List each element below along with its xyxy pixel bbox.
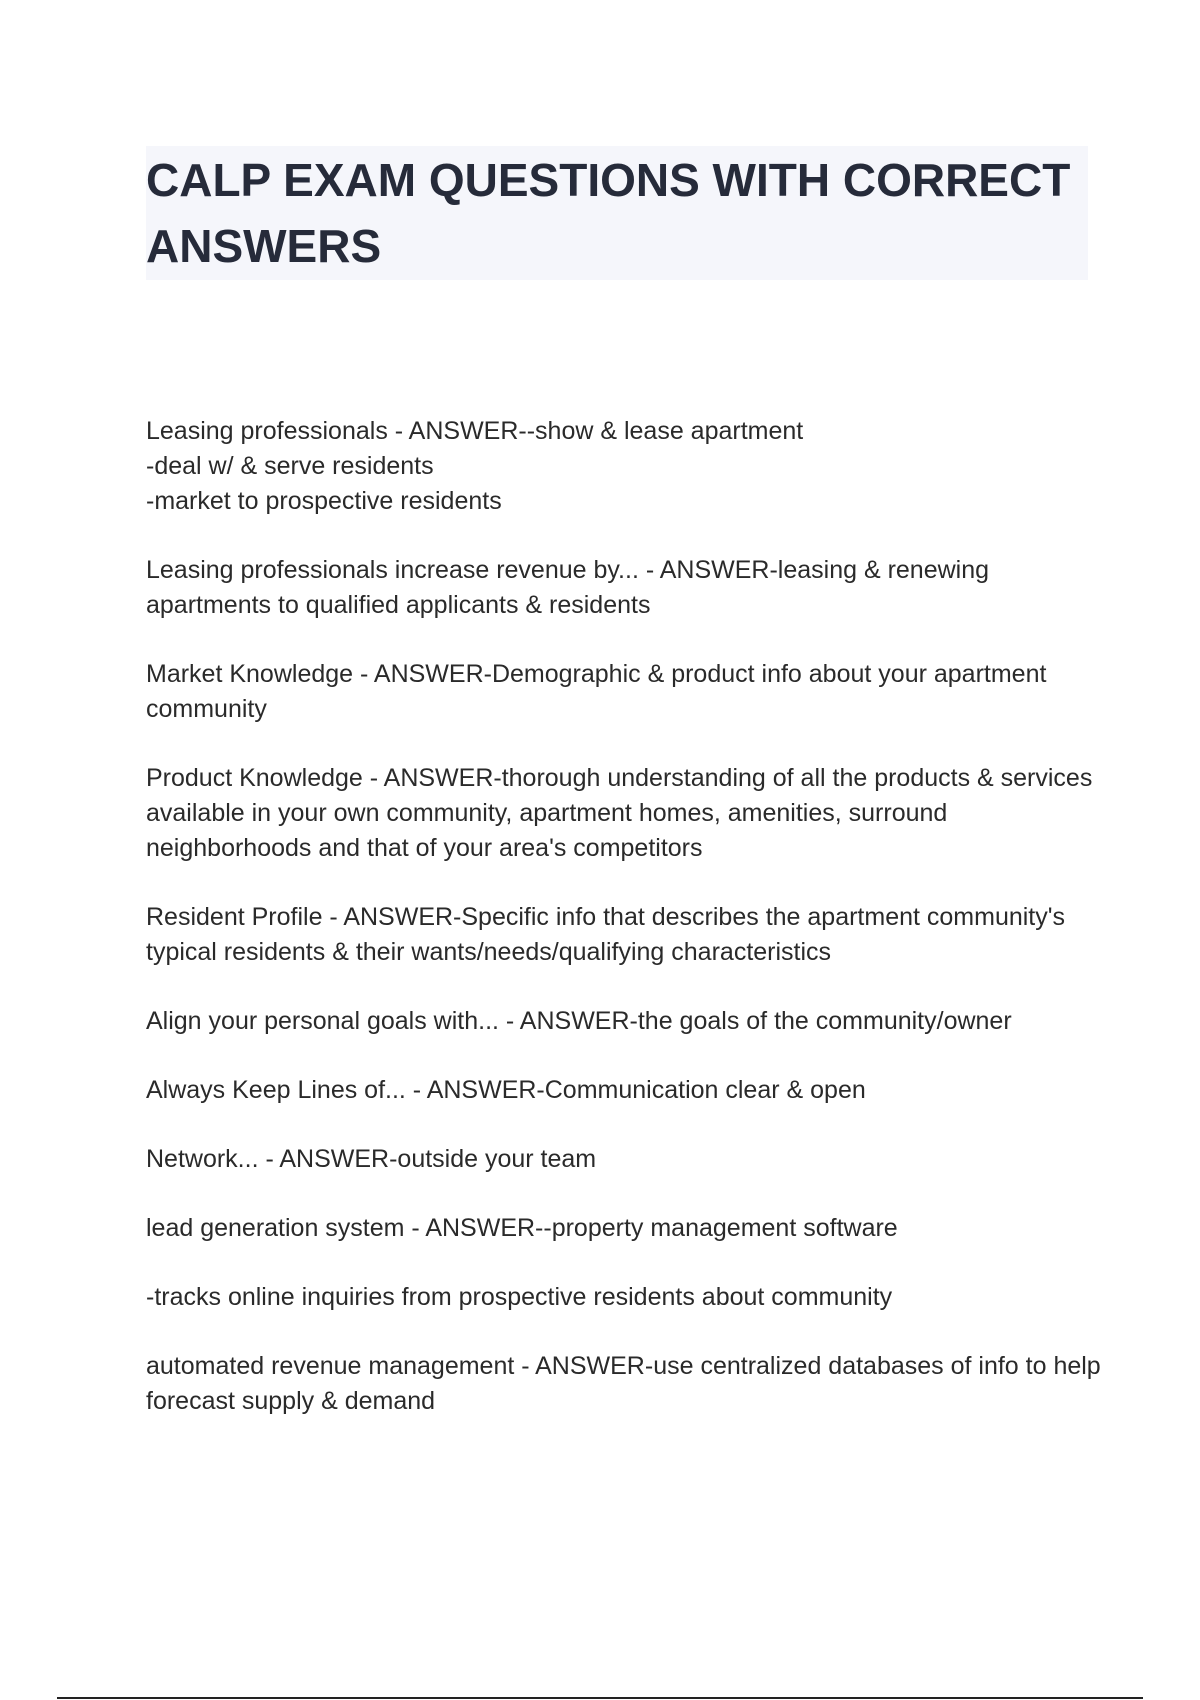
qa-line: -market to prospective residents xyxy=(146,487,502,515)
qa-entry xyxy=(146,657,1106,727)
qa-list xyxy=(146,414,1106,1453)
qa-line: Resident Profile - ANSWER-Specific info that describes the apartment community's typical residents & their wants/needs/qualifying characteristics xyxy=(146,903,1072,966)
qa-entry xyxy=(146,1004,1106,1039)
qa-line: lead generation system - ANSWER--property management software xyxy=(146,1214,898,1242)
qa-entry xyxy=(146,1073,1106,1108)
qa-entry xyxy=(146,1142,1106,1177)
qa-line: Leasing professionals - ANSWER--show & lease apartment xyxy=(146,417,804,445)
qa-line: Market Knowledge - ANSWER-Demographic & product info about your apartment community xyxy=(146,660,1054,723)
qa-entry xyxy=(146,1349,1106,1419)
qa-entry xyxy=(146,414,1106,519)
qa-line: -deal w/ & serve residents xyxy=(146,452,434,480)
footer-rule xyxy=(57,1697,1143,1699)
qa-line: Align your personal goals with... - ANSWER-the goals of the community/owner xyxy=(146,1007,1012,1035)
qa-entry xyxy=(146,1280,1106,1315)
title-block xyxy=(146,146,1088,280)
qa-entry xyxy=(146,761,1106,866)
qa-line: Always Keep Lines of... - ANSWER-Communication clear & open xyxy=(146,1076,866,1104)
qa-entry xyxy=(146,553,1106,623)
qa-line: Network... - ANSWER-outside your team xyxy=(146,1145,597,1173)
qa-line: -tracks online inquiries from prospective residents about community xyxy=(146,1283,893,1311)
qa-entry xyxy=(146,1211,1106,1246)
qa-line: Leasing professionals increase revenue by... - ANSWER-leasing & renewing apartments to qualified applicants & residents xyxy=(146,556,996,619)
document-title: CALP EXAM QUESTIONS WITH CORRECT ANSWERS xyxy=(146,154,1071,272)
qa-line: automated revenue management - ANSWER-use centralized databases of info to help forecast supply & demand xyxy=(146,1352,1108,1415)
qa-entry xyxy=(146,900,1106,970)
qa-line: Product Knowledge - ANSWER-thorough understanding of all the products & services available in your own community, apartment homes, amenities, surround neighborhoods and that of your area's competitors xyxy=(146,764,1100,862)
